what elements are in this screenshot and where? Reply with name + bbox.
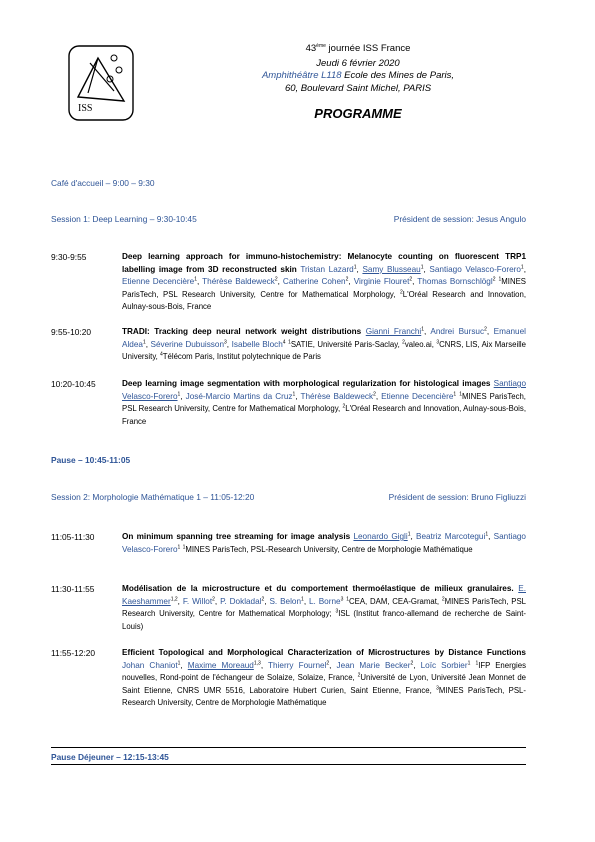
affiliations: $^1$IFP Energies nouvelles, Rond-point de l'échangeur de Solaize, Solaize, France, $^2$Université de Lyon, Université Jean Monnet de Saint Etienne, CNRS UMR 5516, Laboratoire Hubert Curien, Saint Etienne, France, $^3$MINES ParisTech, PSL-Research University, Centre de Morphologie Mathématique	[122, 660, 527, 708]
affiliations: $^1$MINES ParisTech, PSL-Research University, Centre de Morphologie Mathématique	[182, 544, 473, 554]
affiliations: $^1$CEA, DAM, CEA-Gramat, $^2$MINES ParisTech, PSL Research University, Centre for Mathematical Morphology; $^3$ISL (Institut franco-allemand de recherche de Saint-Louis)	[122, 596, 527, 631]
author-link[interactable]: Gianni Franchi	[365, 327, 422, 336]
talk-1: Deep learning approach for immuno-histochemistry: Melanocyte counting on fluorescent TRP1 labelling image from 3D reconstructed skin Tristan Lazard$^1$, Samy Blusseau$^1$, Santiago Velasco-Forero$^1$, Etienne Decencière$^1$, Thérèse Baldeweck$^2$, Catherine Cohen$^2$, Virginie Flouret$^2$, Thomas Bornschlögl$^2$ $^1$MINES ParisTech, PSL Research University, Centre for Mathematical Morphology, $^2$L'Oréal Research and Innovation, Aulnay-sous-Bois, France	[122, 252, 526, 312]
talk-time: 10:20-10:45	[51, 379, 96, 389]
logo-text: ISS	[78, 103, 93, 114]
author-link[interactable]: E. Kaeshammer	[122, 584, 526, 606]
session2-title: Session 2: Morphologie Mathématique 1 – 11:05-12:20	[51, 492, 255, 502]
cafe-break: Café d'accueil – 9:00 – 9:30	[51, 178, 155, 188]
pause-break: Pause – 10:45-11:05	[51, 455, 131, 465]
session2-chair: Président de session: Bruno Figliuzzi	[388, 492, 526, 502]
talk-6: Efficient Topological and Morphological Characterization of Microstructures by Distance Functions Johan Chaniot$^1$, Maxime Moreaud$^{1,3}$, Thierry Fournel$^2$, Jean Marie Becker$^2$, Loïc Sorbier$^1$ $^1$IFP Energies nouvelles, Rond-point de l'échangeur de Solaize, Solaize, France, $^2$Université de Lyon, Université Jean Monnet de Saint Etienne, CNRS UMR 5516, Laboratoire Hubert Curien, Saint Etienne, France, $^3$MINES ParisTech, PSL-Research University, Centre de Morphologie Mathématique	[122, 648, 527, 708]
talk-time: 11:30-11:55	[51, 584, 95, 594]
talk-5: Modélisation de la microstructure et du comportement thermoélastique de milieux granulaires. E. Kaeshammer$^{1,2}$, F. Willot$^2$, P. Dokladal$^2$, S. Belon$^1$, L. Borne$^3$ $^1$CEA, DAM, CEA-Gramat, $^2$MINES ParisTech, PSL Research University, Centre for Mathematical Morphology; $^3$ISL (Institut franco-allemand de recherche de Saint-Louis)	[122, 584, 527, 631]
lunch-break: Pause Déjeuner – 12:15-13:45	[51, 752, 169, 762]
event-date: Jeudi 6 février 2020	[316, 57, 400, 69]
session1-chair: Président de session: Jesus Angulo	[393, 214, 526, 224]
divider	[51, 747, 526, 748]
event-address: 60, Boulevard Saint Michel, PARIS	[284, 82, 432, 94]
event-title: 43ème journée ISS France	[305, 42, 411, 54]
talk-title: Modélisation de la microstructure et du comportement thermoélastique de milieux granulaires.	[122, 584, 514, 593]
affiliations: $^1$MINES ParisTech, PSL Research University, Centre for Mathematical Morphology, $^2$L'Oréal Research and Innovation, Aulnay-sous-Bois, France	[122, 391, 526, 426]
talk-time: 9:55-10:20	[51, 327, 92, 337]
talk-title: Efficient Topological and Morphological Characterization of Microstructures by Distance Functions	[122, 648, 526, 657]
affiliations: $^1$MINES ParisTech, PSL Research University, Centre for Mathematical Morphology, $^2$L'Oréal Research and Innovation, Aulnay-sous-Bois, France	[122, 276, 526, 312]
talk-time: 9:30-9:55	[51, 252, 87, 262]
talk-time: 11:55-12:20	[51, 648, 96, 658]
affiliations: $^1$SATIE, Université Paris-Saclay, $^2$valeo.ai, $^3$CNRS, LIS, Aix Marseille University, $^4$Télécom Paris, Institut polytechnique de Paris	[122, 339, 526, 362]
author-link[interactable]: Samy Blusseau	[362, 264, 421, 274]
header	[230, 43, 486, 121]
talk-title: Deep learning approach for immuno-histochemistry: Melanocyte counting on fluorescent TRP1 labelling image from 3D reconstructed skin	[122, 252, 526, 274]
talk-title: Deep learning image segmentation with morphological regularization for histological images	[122, 379, 491, 388]
talk-2: TRADI: Tracking deep neural network weight distributions Gianni Franchi$^1$, Andrei Bursuc$^2$, Emanuel Aldea$^1$, Séverine Dubuisson$^3$, Isabelle Bloch$^4$ $^1$SATIE, Université Paris-Saclay, $^2$valeo.ai, $^3$CNRS, LIS, Aix Marseille University, $^4$Télécom Paris, Institut polytechnique de Paris	[122, 326, 526, 362]
programme-heading: PROGRAMME	[314, 106, 402, 121]
talk-3: Deep learning image segmentation with morphological regularization for histological images Santiago Velasco-Forero$^1$, José-Marcio Martins da Cruz$^1$, Thérèse Baldeweck$^2$, Etienne Decencière$^1$ $^1$MINES ParisTech, PSL Research University, Centre for Mathematical Morphology, $^2$L'Oréal Research and Innovation, Aulnay-sous-Bois, France	[122, 379, 526, 426]
event-venue: Amphithéâtre L118 Ecole des Mines de Paris,	[261, 70, 455, 81]
author-link[interactable]: Maxime Moreaud	[187, 660, 254, 670]
session1-title: Session 1: Deep Learning – 9:30-10:45	[51, 214, 197, 224]
author-link[interactable]: Santiago Velasco-Forero	[122, 379, 526, 401]
divider	[51, 764, 526, 765]
talk-4: On minimum spanning tree streaming for image analysis Leonardo Gigli$^1$, Beatriz Marcotegui$^1$, Santiago Velasco-Forero$^1$ $^1$MINES ParisTech, PSL-Research University, Centre de Morphologie Mathématique	[122, 531, 526, 554]
talk-title: TRADI: Tracking deep neural network weight distributions	[122, 327, 362, 336]
talk-title: On minimum spanning tree streaming for image analysis	[122, 532, 351, 541]
talk-time: 11:05-11:30	[51, 532, 95, 542]
author-link[interactable]: Leonardo Gigli	[353, 532, 408, 541]
iss-logo	[68, 45, 134, 121]
